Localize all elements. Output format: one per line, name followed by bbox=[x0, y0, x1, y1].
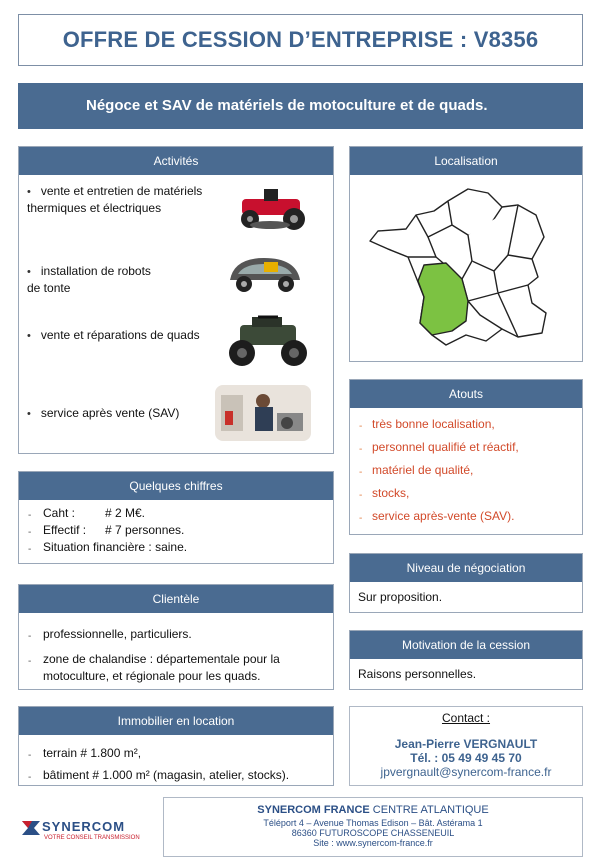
footer-address1: Téléport 4 – Avenue Thomas Edison – Bât. Astérama 1 bbox=[263, 818, 483, 828]
negociation-section bbox=[349, 553, 583, 613]
immobilier-item: - terrain # 1.800 m², bbox=[19, 745, 333, 762]
localisation-header: Localisation bbox=[350, 147, 582, 175]
contact-email[interactable]: jpvergnault@synercom-france.fr bbox=[380, 765, 552, 779]
synercom-logo-icon bbox=[20, 817, 42, 839]
activite-item-2: • installation de robots de tonte bbox=[27, 264, 151, 295]
clientele-item: - professionnelle, particuliers. bbox=[19, 626, 325, 643]
chiffre-row: - Caht : # 2 M€. bbox=[19, 505, 333, 522]
footer-site[interactable]: Site : www.synercom-france.fr bbox=[313, 838, 433, 848]
contact-name: Jean-Pierre VERGNAULT bbox=[394, 737, 538, 751]
localisation-section bbox=[349, 146, 583, 362]
contact-label: Contact : bbox=[441, 711, 491, 725]
chiffres-section bbox=[18, 471, 334, 564]
chiffres-header: Quelques chiffres bbox=[19, 472, 333, 500]
atout-item: - très bonne localisation, bbox=[350, 416, 582, 433]
tractor-mower-photo bbox=[224, 181, 314, 233]
france-map bbox=[368, 185, 568, 355]
atout-item: - personnel qualifié et réactif, bbox=[350, 439, 582, 456]
immobilier-item: - bâtiment # 1.000 m² (magasin, atelier, stocks). bbox=[19, 767, 333, 784]
page-title: OFFRE DE CESSION D’ENTREPRISE : V8356 bbox=[62, 27, 539, 52]
clientele-section bbox=[18, 584, 334, 690]
subtitle-banner: Négoce et SAV de matériels de motoculture et de quads. bbox=[18, 83, 583, 129]
robot-mower-photo bbox=[224, 250, 306, 298]
atout-item: - matériel de qualité, bbox=[350, 462, 582, 479]
contact-phone: Tél. : 05 49 49 45 70 bbox=[410, 751, 522, 765]
atout-item: - service après-vente (SAV). bbox=[350, 508, 582, 525]
contact-section bbox=[349, 706, 583, 786]
activites-section bbox=[18, 146, 334, 454]
immobilier-list bbox=[19, 735, 333, 784]
atouts-section bbox=[349, 379, 583, 535]
clientele-item: - zone de chalandise : départementale pour la motoculture, et régionale pour les quads. bbox=[19, 651, 325, 685]
immobilier-section bbox=[18, 706, 334, 786]
atouts-header: Atouts bbox=[350, 380, 582, 408]
footer-company: SYNERCOM FRANCE CENTRE ATLANTIQUE bbox=[257, 804, 489, 816]
sav-workshop-photo bbox=[215, 385, 311, 441]
activite-item-4: • service après vente (SAV) bbox=[27, 406, 180, 420]
logo-text: SYNERCOM bbox=[42, 819, 126, 834]
clientele-header: Clientèle bbox=[19, 585, 333, 613]
quad-photo bbox=[222, 309, 312, 371]
motivation-header: Motivation de la cession bbox=[350, 631, 582, 659]
motivation-section bbox=[349, 630, 583, 690]
footer-address2: 86360 FUTUROSCOPE CHASSENEUIL bbox=[291, 828, 455, 838]
motivation-text: Raisons personnelles. bbox=[358, 667, 477, 681]
activite-item-1: • vente et entretien de matériels thermiques et électriques bbox=[27, 184, 203, 215]
activites-header: Activités bbox=[19, 147, 333, 175]
chiffre-row: - Effectif : # 7 personnes. bbox=[19, 522, 333, 539]
logo-tagline: VOTRE CONSEIL TRANSMISSION bbox=[44, 835, 140, 841]
activite-item-3: • vente et réparations de quads bbox=[27, 328, 200, 342]
footer-logo bbox=[20, 817, 150, 847]
chiffre-row: - Situation financière : saine. bbox=[19, 539, 333, 556]
immobilier-header: Immobilier en location bbox=[19, 707, 333, 735]
title-box bbox=[18, 14, 583, 66]
atouts-list bbox=[350, 408, 582, 525]
atout-item: - stocks, bbox=[350, 485, 582, 502]
chiffres-list bbox=[19, 500, 333, 556]
negociation-header: Niveau de négociation bbox=[350, 554, 582, 582]
clientele-list bbox=[19, 613, 333, 685]
negociation-text: Sur proposition. bbox=[358, 590, 443, 604]
footer-address-box bbox=[163, 797, 583, 857]
